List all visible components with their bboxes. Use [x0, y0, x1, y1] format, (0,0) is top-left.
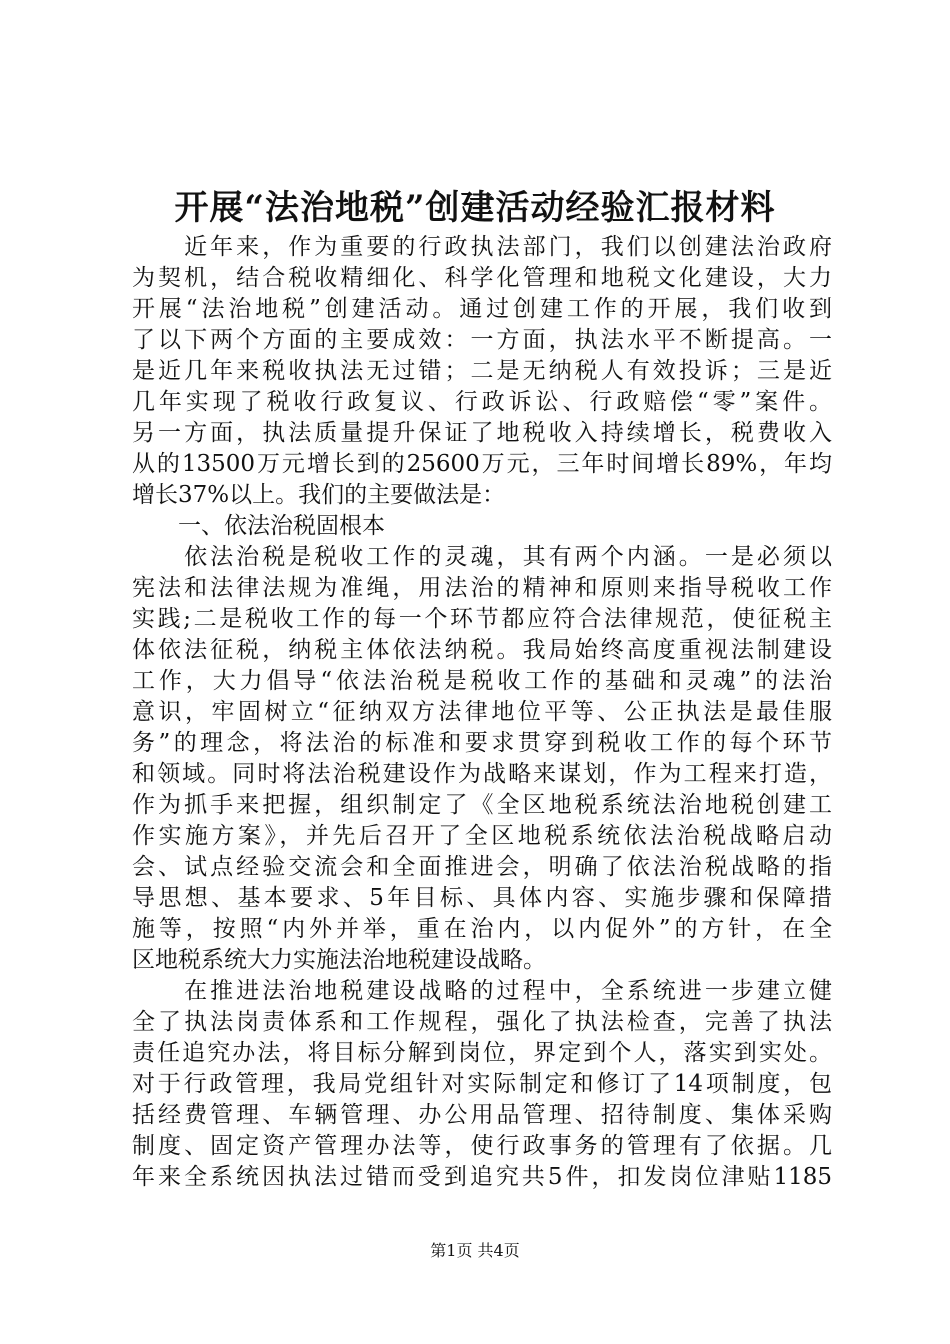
- body-line: 务”的理念，将法治的标准和要求贯穿到税收工作的每个环节: [132, 730, 832, 756]
- body-line: 宪法和法律法规为准绳，用法治的精神和原则来指导税收工作: [132, 575, 832, 601]
- body-line: 在推进法治地税建设战略的过程中，全系统进一步建立健: [132, 978, 832, 1004]
- body-line: 开展“法治地税”创建活动。通过创建工作的开展，我们收到: [132, 296, 832, 322]
- body-line: 近年来，作为重要的行政执法部门，我们以创建法治政府: [132, 234, 832, 260]
- body-line: 作实施方案》，并先后召开了全区地税系统依法治税战略启动: [132, 823, 832, 849]
- body-line: 和领域。同时将法治税建设作为战略来谋划，作为工程来打造，: [132, 761, 832, 787]
- body-line: 作为抓手来把握，组织制定了《全区地税系统法治地税创建工: [132, 792, 832, 818]
- body-line: 了以下两个方面的主要成效：一方面，执法水平不断提高。一: [132, 327, 832, 353]
- body-line: 会、试点经验交流会和全面推进会，明确了依法治税战略的指: [132, 854, 832, 880]
- body-line: 区地税系统大力实施法治地税建设战略。: [132, 947, 546, 973]
- body-line: 制度、固定资产管理办法等，使行政事务的管理有了依据。几: [132, 1133, 832, 1159]
- body-line: 对于行政管理，我局党组针对实际制定和修订了14项制度，包: [132, 1071, 832, 1097]
- document-body: [132, 232, 832, 1193]
- body-line: 另一方面，执法质量提升保证了地税收入持续增长，税费收入: [132, 420, 832, 446]
- body-line: 实践;二是税收工作的每一个环节都应符合法律规范，使征税主: [132, 606, 832, 632]
- body-line: 为契机，结合税收精细化、科学化管理和地税文化建设，大力: [132, 265, 832, 291]
- document-title: 开展“法治地税”创建活动经验汇报材料: [174, 188, 776, 228]
- body-line: 括经费管理、车辆管理、办公用品管理、招待制度、集体采购: [132, 1102, 832, 1128]
- body-line: 依法治税是税收工作的灵魂，其有两个内涵。一是必须以: [132, 544, 832, 570]
- body-line: 施等，按照“内外并举，重在治内，以内促外”的方针，在全: [132, 916, 832, 942]
- body-line: 工作，大力倡导“依法治税是税收工作的基础和灵魂”的法治: [132, 668, 832, 694]
- body-line: 是近几年来税收执法无过错；二是无纳税人有效投诉；三是近: [132, 358, 832, 384]
- body-line: 意识，牢固树立“征纳双方法律地位平等、公正执法是最佳服: [132, 699, 832, 725]
- body-line: 增长37%以上。我们的主要做法是：: [132, 482, 506, 508]
- body-line: 导思想、基本要求、5年目标、具体内容、实施步骤和保障措: [132, 885, 832, 911]
- body-line: 年来全系统因执法过错而受到追究共5件，扣发岗位津贴1185: [132, 1164, 832, 1190]
- body-line: 责任追究办法，将目标分解到岗位，界定到个人，落实到实处。: [132, 1040, 832, 1066]
- body-line: 几年实现了税收行政复议、行政诉讼、行政赔偿“零”案件。: [132, 389, 832, 415]
- body-line: 体依法征税，纳税主体依法纳税。我局始终高度重视法制建设: [132, 637, 832, 663]
- section-heading: 一、依法治税固根本: [132, 513, 385, 539]
- body-line: 全了执法岗责体系和工作规程，强化了执法检查，完善了执法: [132, 1009, 832, 1035]
- body-line: 从的13500万元增长到的25600万元，三年时间增长89%，年均: [132, 451, 832, 477]
- page-footer: 第1页 共4页: [430, 1241, 520, 1260]
